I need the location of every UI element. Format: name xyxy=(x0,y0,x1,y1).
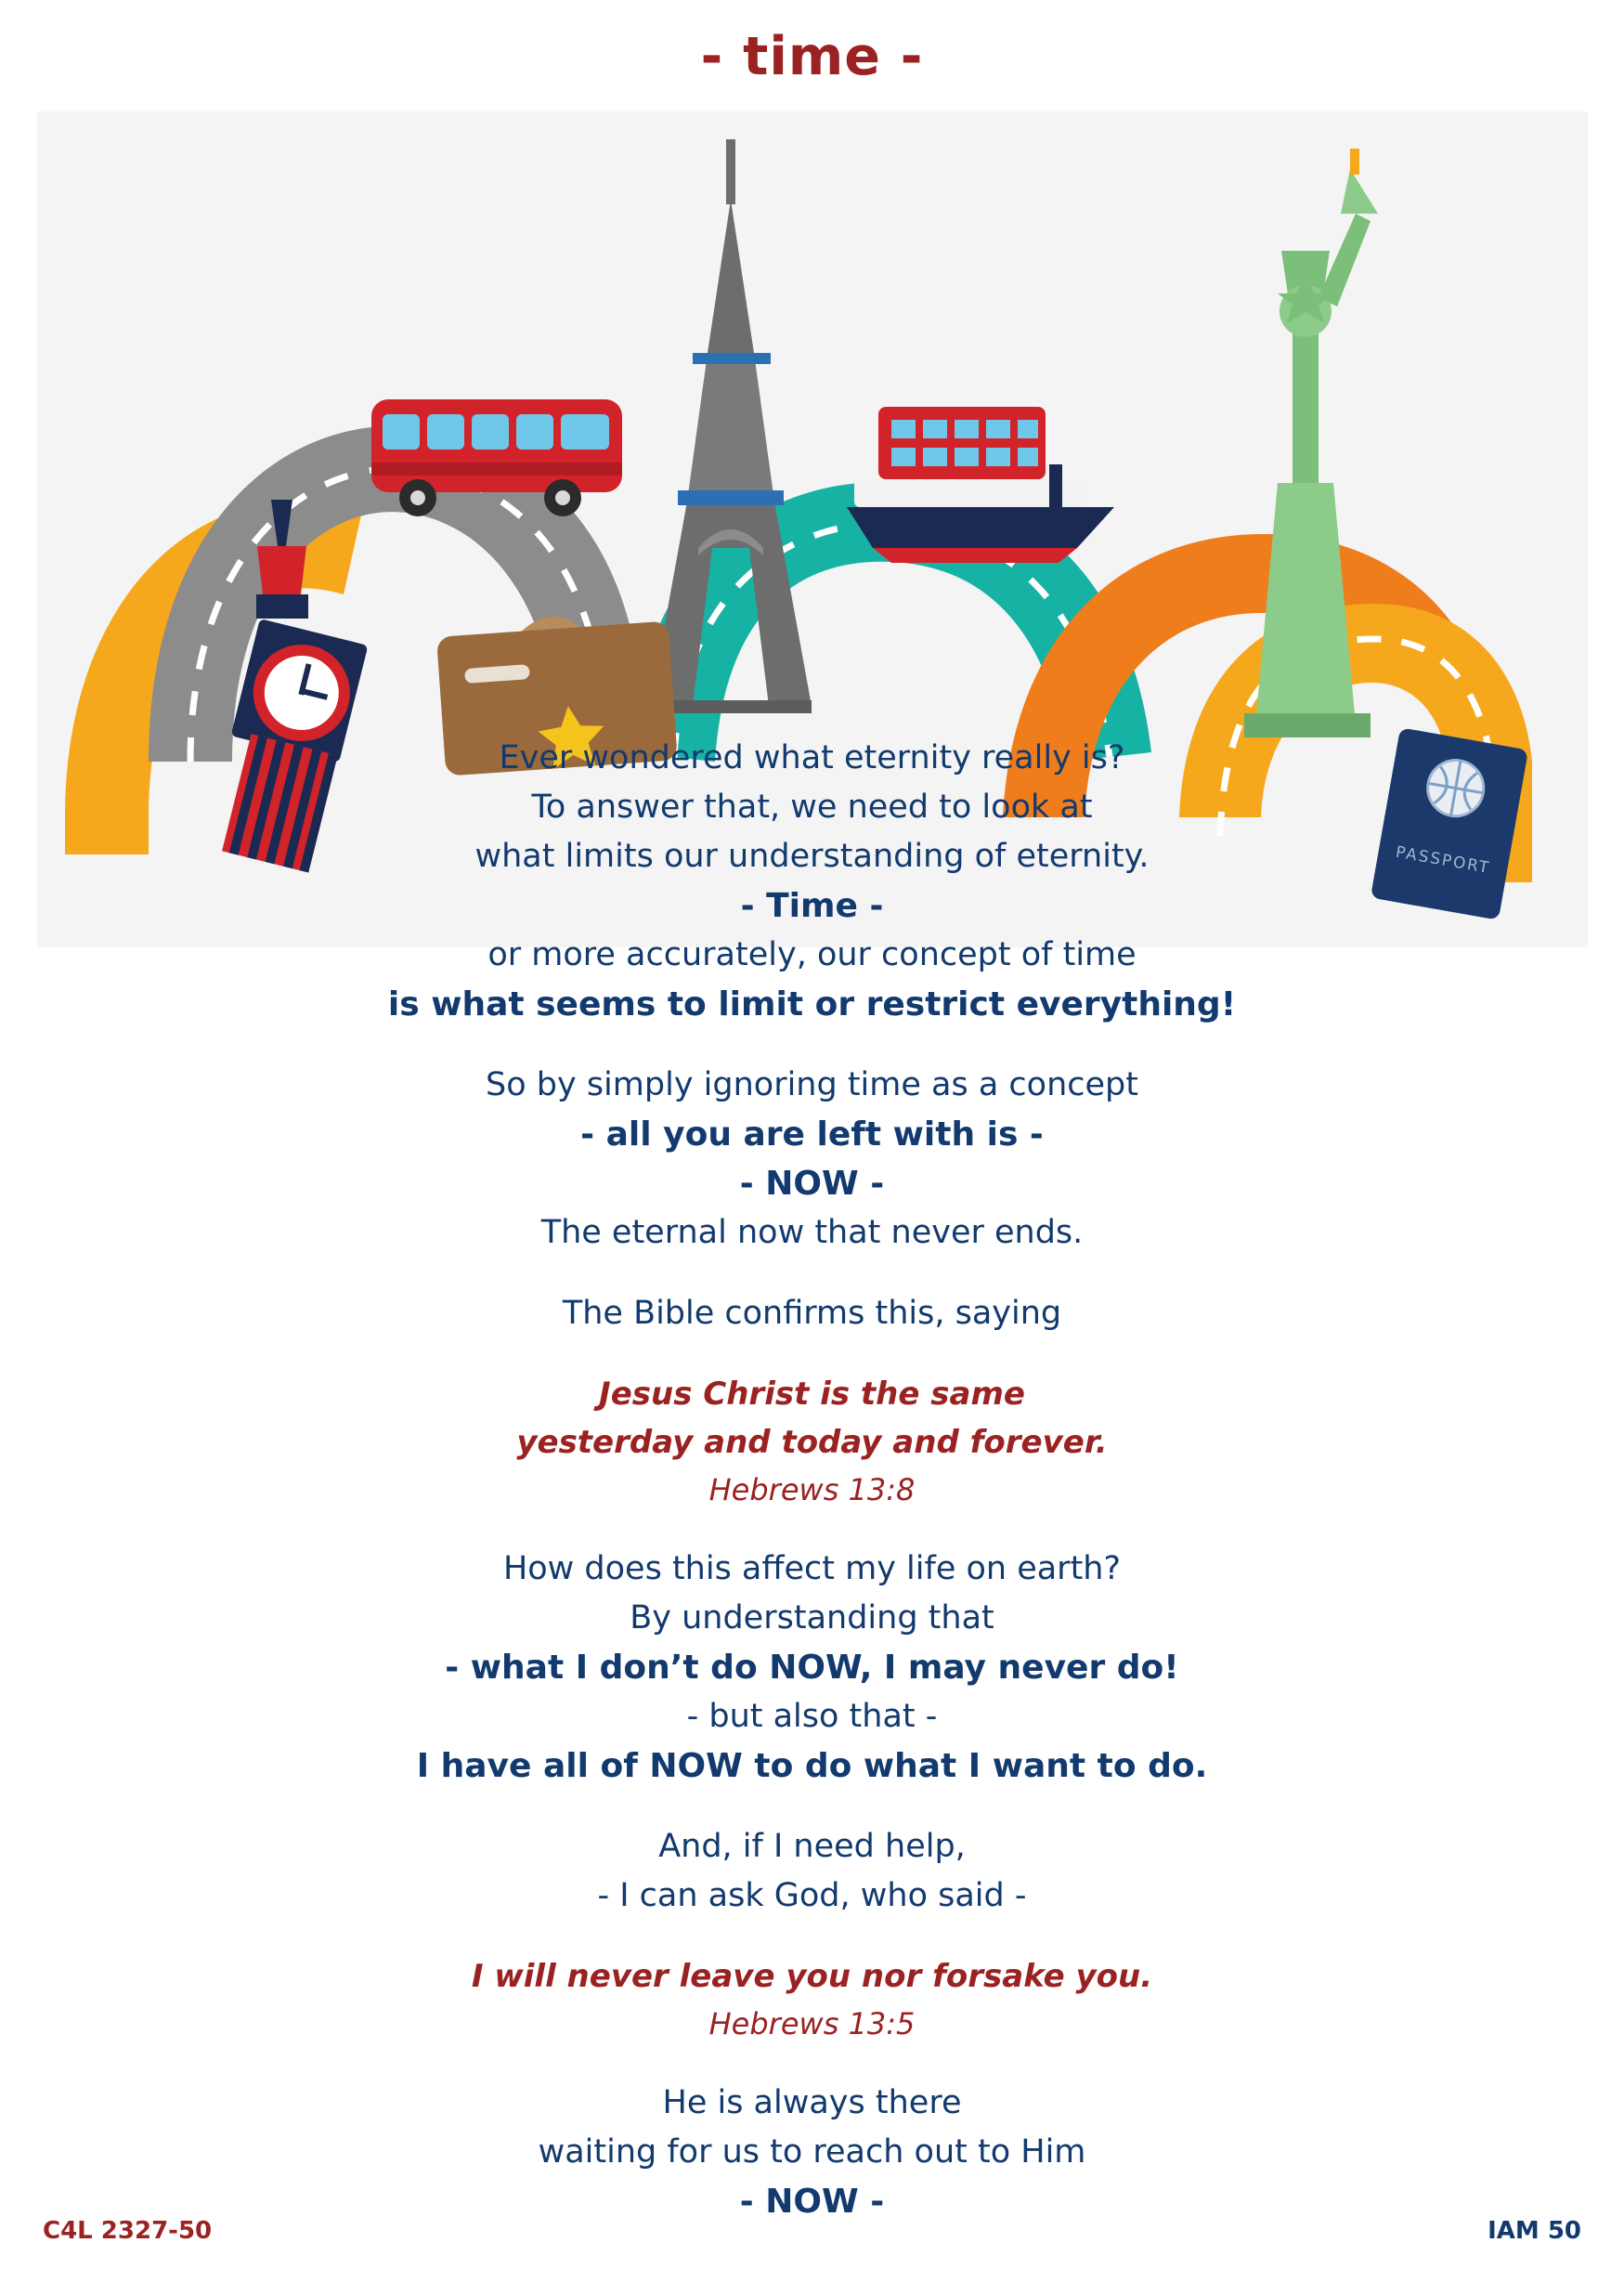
scripture-line: Jesus Christ is the same xyxy=(599,1376,1025,1413)
svg-text:PASSPORT: PASSPORT xyxy=(1394,842,1492,879)
text-line: By understanding that xyxy=(630,1599,994,1637)
block-spacer xyxy=(0,1513,1624,1545)
block-spacer xyxy=(0,1258,1624,1289)
scripture-reference: Hebrews 13:8 xyxy=(708,1472,916,1507)
block-spacer xyxy=(0,1921,1624,1952)
footer-left-code: C4L 2327-50 xyxy=(43,2217,213,2245)
text-block xyxy=(0,1822,1624,1921)
text-line: So by simply ignoring time as a concept xyxy=(486,1066,1138,1103)
scripture-reference: Hebrews 13:5 xyxy=(708,2006,916,2041)
text-line: To answer that, we need to look at xyxy=(531,789,1093,826)
block-spacer xyxy=(0,1029,1624,1061)
text-block xyxy=(0,2079,1624,2226)
scripture-line: I will never leave you nor forsake you. xyxy=(471,1958,1153,1995)
text-line: I have all of NOW to do what I want to do. xyxy=(416,1747,1208,1785)
text-line: Ever wondered what eternity really is? xyxy=(499,739,1125,776)
block-spacer xyxy=(0,2047,1624,2079)
text-line: - NOW - xyxy=(739,2183,885,2221)
page-title: - time - xyxy=(700,26,924,87)
text-line: - what I don’t do NOW, I may never do! xyxy=(445,1649,1179,1687)
text-block xyxy=(0,1289,1624,1338)
text-block xyxy=(0,1370,1624,1513)
text-line: - Time - xyxy=(740,887,884,925)
text-line: - I can ask God, who said - xyxy=(597,1877,1027,1914)
footer-right-code: IAM 50 xyxy=(1488,2217,1581,2245)
text-line: - but also that - xyxy=(686,1698,938,1735)
body-text xyxy=(0,734,1624,2226)
text-line: what limits our understanding of eternity. xyxy=(474,838,1150,875)
text-block xyxy=(0,734,1624,1029)
text-line: And, if I need help, xyxy=(658,1828,966,1865)
block-spacer xyxy=(0,1791,1624,1822)
text-line: How does this affect my life on earth? xyxy=(502,1550,1122,1587)
text-line: He is always there xyxy=(662,2084,962,2121)
text-line: The eternal now that never ends. xyxy=(540,1214,1084,1251)
text-line: The Bible confirms this, saying xyxy=(562,1295,1062,1332)
text-line: - NOW - xyxy=(739,1165,885,1203)
text-block xyxy=(0,1952,1624,2047)
text-block xyxy=(0,1545,1624,1791)
block-spacer xyxy=(0,1338,1624,1370)
text-line: is what seems to limit or restrict everything! xyxy=(387,985,1237,1024)
scripture-line: yesterday and today and forever. xyxy=(516,1424,1108,1461)
text-line: - all you are left with is - xyxy=(580,1115,1044,1154)
text-line: or more accurately, our concept of time xyxy=(487,936,1137,973)
text-line: waiting for us to reach out to Him xyxy=(538,2133,1086,2171)
text-block xyxy=(0,1061,1624,1258)
